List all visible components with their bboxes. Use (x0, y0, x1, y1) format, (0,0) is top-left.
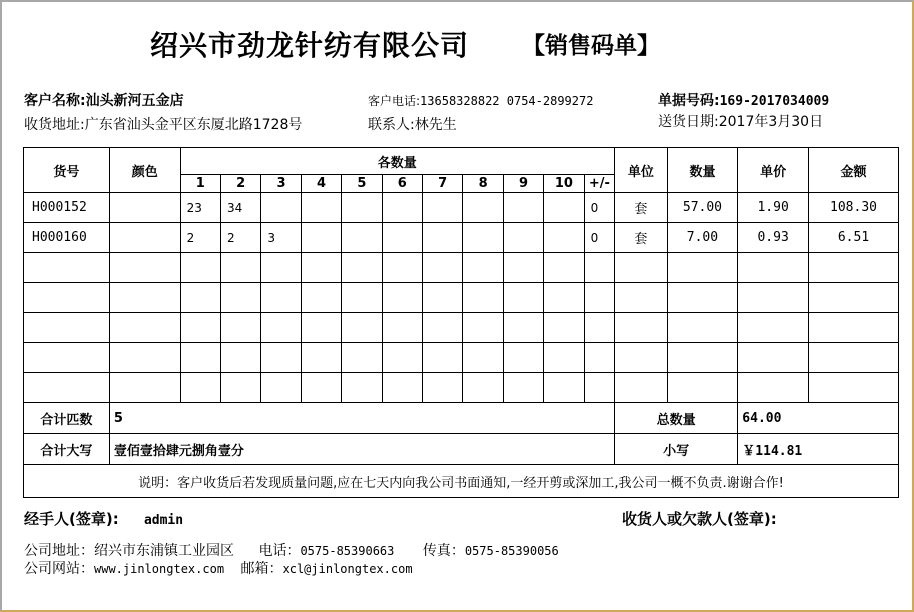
size-col-header: 10 (544, 175, 584, 193)
document-type: 【销售码单】 (522, 33, 660, 59)
cell-size (463, 193, 503, 223)
size-col-header: 6 (382, 175, 422, 193)
company-web-line (24, 558, 413, 578)
cell-size (544, 373, 584, 403)
cell-qty (667, 343, 738, 373)
cell-price: 0.93 (738, 223, 809, 253)
company-email-label: 邮箱： (240, 561, 283, 577)
cell-size (463, 253, 503, 283)
cell-size (180, 343, 220, 373)
table-row (24, 373, 899, 403)
cell-qty (667, 373, 738, 403)
company-website-label: 公司网站： (24, 561, 94, 577)
cell-size (220, 373, 260, 403)
company-email-value: xcl@jinlongtex.com (282, 562, 413, 576)
header-unit: 单位 (615, 148, 668, 193)
cell-code (24, 253, 110, 283)
cell-size (261, 343, 301, 373)
cell-amount (809, 253, 899, 283)
cell-size (220, 343, 260, 373)
cell-size (342, 193, 382, 223)
sales-table (23, 147, 899, 498)
cell-size (301, 193, 341, 223)
cell-size (584, 313, 614, 343)
cell-size (342, 223, 382, 253)
company-title: 绍兴市劲龙针纺有限公司 (150, 29, 470, 62)
cell-size (423, 253, 463, 283)
cell-size (220, 283, 260, 313)
cell-size (544, 253, 584, 283)
cell-size (544, 193, 584, 223)
cell-color (109, 223, 180, 253)
total-lower-label: 小写 (615, 434, 738, 465)
delivery-date-label: 送货日期: (658, 114, 719, 130)
contact-label: 联系人: (368, 117, 415, 133)
customer-name (24, 90, 184, 110)
size-col-header: 8 (463, 175, 503, 193)
handler-value: admin (143, 513, 184, 528)
cell-unit (615, 373, 668, 403)
size-col-header: 5 (342, 175, 382, 193)
receiver-signature-label: 收货人或欠款人(签章): (622, 510, 777, 528)
cell-size (180, 313, 220, 343)
address-value: 广东省汕头金平区东厦北路1728号 (84, 117, 303, 133)
cell-size (503, 223, 543, 253)
cell-price (738, 253, 809, 283)
cell-size (261, 253, 301, 283)
cell-size: 34 (220, 193, 260, 223)
table-row (24, 343, 899, 373)
cell-size (423, 193, 463, 223)
header-qty: 数量 (667, 148, 738, 193)
customer-name-value: 汕头新河五金店 (85, 93, 184, 109)
order-no-value: 169-2017034009 (719, 94, 830, 109)
cell-size (584, 373, 614, 403)
cell-size (261, 193, 301, 223)
delivery-address (24, 114, 302, 134)
cell-amount (809, 343, 899, 373)
cell-size (423, 313, 463, 343)
contact-value: 林先生 (414, 117, 457, 133)
cell-qty: 57.00 (667, 193, 738, 223)
cell-code: H000152 (24, 193, 110, 223)
cell-size (423, 343, 463, 373)
total-lower-value: ￥114.81 (738, 434, 899, 465)
cell-size (342, 343, 382, 373)
cell-amount (809, 313, 899, 343)
cell-color (109, 283, 180, 313)
company-fax-value: 0575-85390056 (464, 544, 559, 558)
company-contact-line (24, 540, 559, 560)
cell-size (544, 343, 584, 373)
cell-price: 1.90 (738, 193, 809, 223)
address-label: 收货地址: (24, 117, 85, 133)
order-no-label: 单据号码: (658, 93, 720, 109)
cell-size (584, 343, 614, 373)
size-col-header: +/- (584, 175, 614, 193)
cell-amount: 108.30 (809, 193, 899, 223)
total-qty-value: 64.00 (738, 403, 899, 434)
cell-size: 2 (220, 223, 260, 253)
cell-size (382, 373, 422, 403)
phone-value: 13658328822 0754-2899272 (420, 94, 594, 108)
cell-size (261, 283, 301, 313)
cell-size: 0 (584, 193, 614, 223)
cell-code: H000160 (24, 223, 110, 253)
cell-size (180, 373, 220, 403)
cell-size: 23 (180, 193, 220, 223)
cell-size (261, 373, 301, 403)
cell-size (301, 373, 341, 403)
handler-signature (24, 508, 183, 529)
cell-size (544, 283, 584, 313)
handler-label: 经手人(签章): (24, 510, 119, 528)
header-price: 单价 (738, 148, 809, 193)
table-row (24, 253, 899, 283)
cell-color (109, 253, 180, 283)
total-upper-label: 合计大写 (24, 434, 110, 465)
cell-size: 0 (584, 223, 614, 253)
cell-size (544, 223, 584, 253)
table-row (24, 193, 899, 223)
table-row (24, 283, 899, 313)
cell-size (382, 193, 422, 223)
size-col-header: 4 (301, 175, 341, 193)
company-address-label: 公司地址： (24, 543, 94, 559)
size-col-header: 2 (220, 175, 260, 193)
cell-color (109, 373, 180, 403)
cell-price (738, 343, 809, 373)
size-col-header: 9 (503, 175, 543, 193)
company-address-value: 绍兴市东浦镇工业园区 (94, 543, 234, 559)
customer-name-label: 客户名称: (24, 93, 86, 109)
cell-amount (809, 283, 899, 313)
cell-size: 3 (261, 223, 301, 253)
cell-code (24, 313, 110, 343)
cell-size (342, 373, 382, 403)
customer-phone (368, 92, 593, 109)
cell-size (463, 343, 503, 373)
cell-size: 2 (180, 223, 220, 253)
total-pieces-label: 合计匹数 (24, 403, 110, 434)
company-tel-value: 0575-85390663 (300, 544, 395, 558)
cell-size (342, 283, 382, 313)
cell-size (301, 223, 341, 253)
cell-size (301, 253, 341, 283)
cell-size (584, 283, 614, 313)
cell-size (423, 223, 463, 253)
cell-price (738, 283, 809, 313)
cell-qty (667, 253, 738, 283)
cell-amount (809, 373, 899, 403)
cell-unit (615, 283, 668, 313)
total-pieces-value: 5 (109, 403, 614, 434)
cell-qty: 7.00 (667, 223, 738, 253)
cell-price (738, 373, 809, 403)
cell-size (503, 253, 543, 283)
cell-size (544, 313, 584, 343)
cell-size (220, 253, 260, 283)
phone-label: 客户电话: (368, 94, 421, 108)
header-code: 货号 (24, 148, 110, 193)
cell-size (180, 253, 220, 283)
cell-price (738, 313, 809, 343)
cell-size (342, 253, 382, 283)
contact-person (368, 114, 457, 134)
cell-unit: 套 (615, 193, 668, 223)
header-amount: 金额 (809, 148, 899, 193)
cell-size (301, 283, 341, 313)
cell-size (180, 283, 220, 313)
cell-color (109, 193, 180, 223)
total-qty-label: 总数量 (615, 403, 738, 434)
cell-unit (615, 313, 668, 343)
cell-size (423, 283, 463, 313)
cell-size (382, 223, 422, 253)
cell-size (503, 193, 543, 223)
cell-size (382, 253, 422, 283)
cell-size (382, 283, 422, 313)
cell-qty (667, 283, 738, 313)
table-row (24, 223, 899, 253)
company-tel-label: 电话： (258, 543, 301, 559)
total-upper-value: 壹佰壹拾肆元捌角壹分 (109, 434, 614, 465)
cell-size (463, 223, 503, 253)
cell-size (503, 373, 543, 403)
cell-size (584, 253, 614, 283)
cell-size (261, 313, 301, 343)
cell-size (503, 343, 543, 373)
cell-unit: 套 (615, 223, 668, 253)
cell-size (503, 283, 543, 313)
cell-size (382, 313, 422, 343)
order-number (658, 90, 829, 110)
cell-amount: 6.51 (809, 223, 899, 253)
cell-size (301, 313, 341, 343)
cell-unit (615, 343, 668, 373)
header-quantities: 各数量 (180, 148, 615, 175)
cell-code (24, 373, 110, 403)
cell-unit (615, 253, 668, 283)
size-col-header: 7 (423, 175, 463, 193)
size-col-header: 3 (261, 175, 301, 193)
company-website-value: www.jinlongtex.com (94, 562, 225, 576)
cell-size (382, 343, 422, 373)
cell-size (301, 343, 341, 373)
cell-size (463, 313, 503, 343)
cell-code (24, 343, 110, 373)
size-col-header: 1 (180, 175, 220, 193)
header-color: 颜色 (109, 148, 180, 193)
delivery-date (658, 111, 823, 131)
table-row (24, 313, 899, 343)
disclaimer-note: 说明：客户收货后若发现质量问题,应在七天内向我公司书面通知,一经开剪或深加工,我公司一概不负责.谢谢合作! (24, 465, 899, 498)
cell-color (109, 313, 180, 343)
cell-size (220, 313, 260, 343)
cell-size (463, 373, 503, 403)
cell-size (463, 283, 503, 313)
delivery-date-value: 2017年3月30日 (718, 114, 824, 130)
cell-size (342, 313, 382, 343)
cell-code (24, 283, 110, 313)
cell-size (423, 373, 463, 403)
cell-qty (667, 313, 738, 343)
company-fax-label: 传真： (422, 543, 465, 559)
cell-color (109, 343, 180, 373)
cell-size (503, 313, 543, 343)
